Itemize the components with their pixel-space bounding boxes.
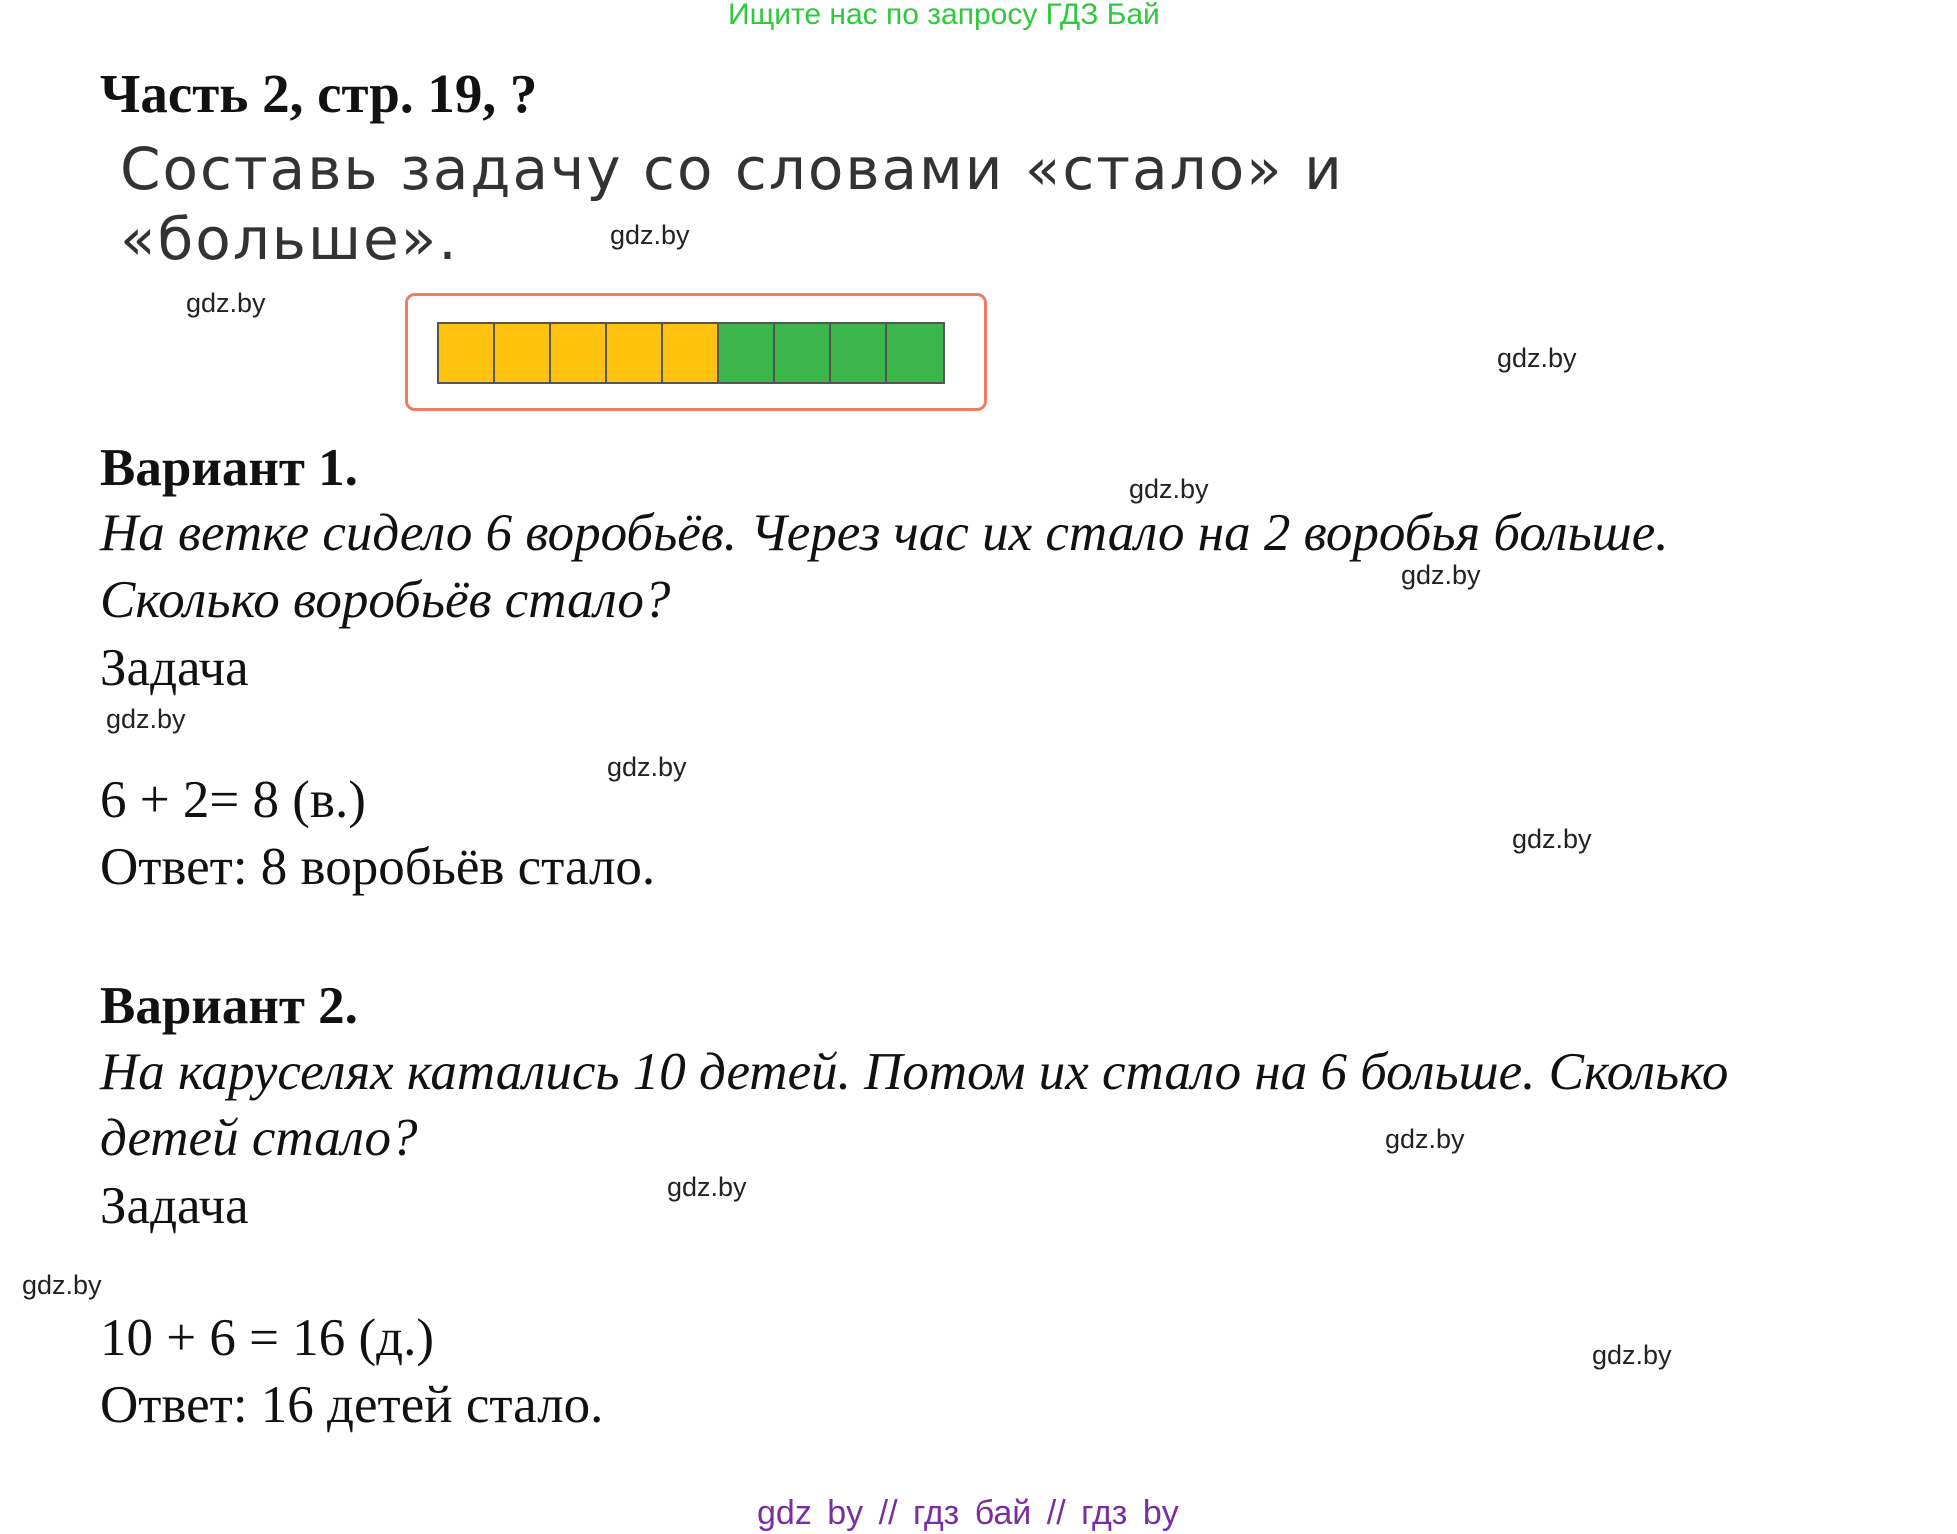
green-segment-cell — [887, 324, 943, 382]
watermark: gdz.by — [106, 704, 186, 734]
watermark: gdz.by — [607, 752, 687, 782]
yellow-segment-cell — [607, 324, 663, 382]
watermark: gdz.by — [186, 288, 266, 318]
variant-2-equation: 10 + 6 = 16 (д.) — [100, 1309, 435, 1367]
watermark: gdz.by — [1497, 343, 1577, 373]
yellow-segment-cell — [551, 324, 607, 382]
watermark: gdz.by — [610, 220, 690, 250]
variant-2-label: Задача — [100, 1177, 249, 1235]
variant-2-heading: Вариант 2. — [100, 977, 358, 1035]
variant-1-text-line-1: На ветке сидело 6 воробьёв. Через час их стало на 2 воробья больше. — [100, 504, 1669, 562]
task-text-line-2: «больше». — [120, 205, 459, 273]
variant-1-label: Задача — [100, 639, 249, 697]
segment-scheme — [437, 322, 945, 384]
watermark: gdz.by — [667, 1172, 747, 1202]
green-segment-cell — [719, 324, 775, 382]
watermark: gdz.by — [1385, 1124, 1465, 1154]
variant-2-answer: Ответ: 16 детей стало. — [100, 1376, 604, 1434]
watermark: gdz.by — [1592, 1340, 1672, 1370]
green-segment-cell — [775, 324, 831, 382]
yellow-segment-cell — [663, 324, 719, 382]
page-title: Часть 2, стр. 19, ? — [100, 63, 538, 124]
variant-1-text-line-2: Сколько воробьёв стало? — [100, 571, 671, 629]
task-text-line-1: Составь задачу со словами «стало» и — [120, 135, 1344, 203]
variant-1-equation: 6 + 2= 8 (в.) — [100, 771, 366, 829]
variant-2-text-line-2: детей стало? — [100, 1109, 418, 1167]
footer-links: gdz by // гдз бай // гдз by — [757, 1494, 1179, 1532]
search-banner: Ищите нас по запросу ГДЗ Бай — [728, 0, 1160, 31]
watermark: gdz.by — [1512, 824, 1592, 854]
watermark: gdz.by — [1401, 560, 1481, 590]
green-segment-cell — [831, 324, 887, 382]
variant-2-text-line-1: На каруселях катались 10 детей. Потом их стало на 6 больше. Сколько — [100, 1043, 1729, 1101]
watermark: gdz.by — [22, 1270, 102, 1300]
watermark: gdz.by — [1129, 474, 1209, 504]
yellow-segment-cell — [439, 324, 495, 382]
variant-1-heading: Вариант 1. — [100, 439, 358, 497]
yellow-segment-cell — [495, 324, 551, 382]
variant-1-answer: Ответ: 8 воробьёв стало. — [100, 838, 656, 896]
